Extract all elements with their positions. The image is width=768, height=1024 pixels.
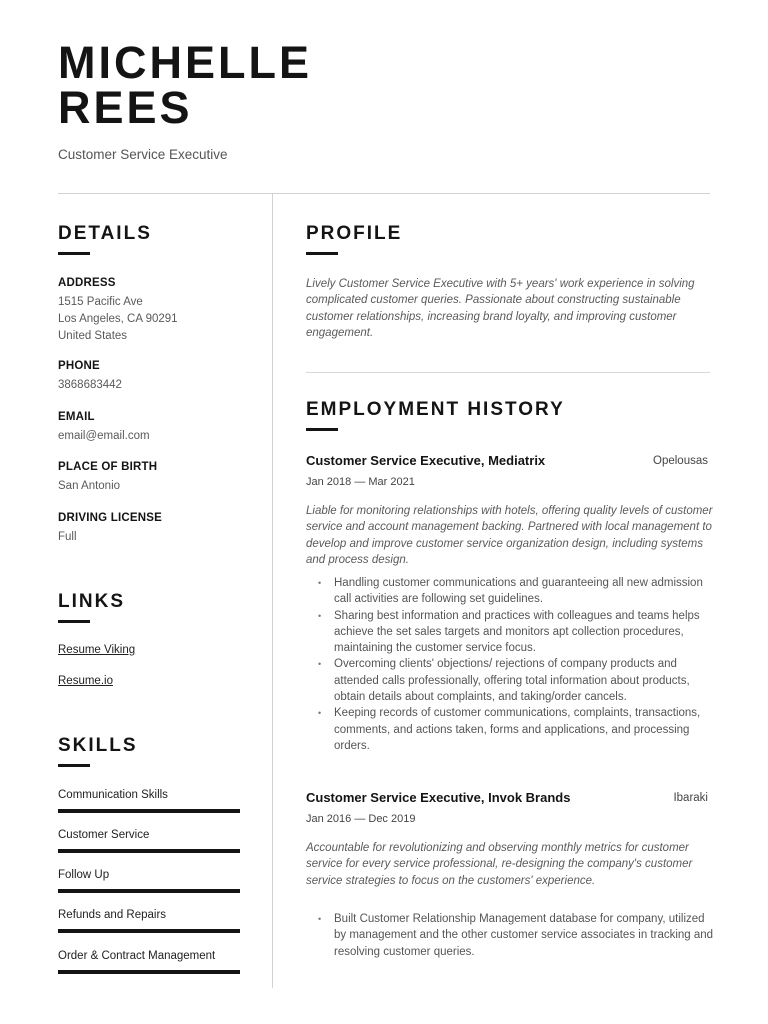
job-location: Opelousas [653, 455, 708, 467]
birth-value: San Antonio [58, 480, 121, 492]
job-bullet-list [318, 911, 714, 960]
profile-underline [306, 252, 338, 255]
skill-name: Order & Contract Management [58, 950, 216, 962]
list-item: • Overcoming clients' objections/ rejections of company products and attended calls professionally, offering total information about products, obtain details about complaints, and taking/order cancels. [318, 656, 714, 705]
phone-label: PHONE [58, 360, 100, 372]
skills-underline [58, 764, 90, 767]
link-resume-io[interactable]: Resume.io [58, 675, 113, 687]
email-label: EMAIL [58, 411, 95, 423]
name-line-first: MICHELLE [58, 37, 312, 88]
skill-name: Customer Service [58, 829, 150, 841]
skill-level-bar [58, 970, 240, 974]
address-line-3: United States [58, 330, 128, 342]
job-dates: Jan 2016 — Dec 2019 [306, 813, 416, 825]
skill-level-bar [58, 809, 240, 813]
profile-divider [306, 372, 710, 373]
profile-heading: PROFILE [306, 223, 403, 244]
list-item: • Keeping records of customer communications, complaints, transactions, comments, and actions taken, forms and applications, and processing orders. [318, 705, 714, 754]
skill-name: Refunds and Repairs [58, 909, 167, 921]
links-underline [58, 620, 90, 623]
header-divider [58, 193, 710, 194]
birth-label: PLACE OF BIRTH [58, 461, 158, 473]
list-item: • Sharing best information and practices with colleagues and teams helps achieve the set sales targets and monitors apt collection procedures, maintaining the customer service focus. [318, 608, 714, 657]
link-resume-viking[interactable]: Resume Viking [58, 644, 136, 656]
skill-name: Communication Skills [58, 789, 168, 801]
skill-level-bar [58, 929, 240, 933]
address-line-1: 1515 Pacific Ave [58, 296, 143, 308]
job-dates: Jan 2018 — Mar 2021 [306, 476, 415, 488]
employment-heading: EMPLOYMENT HISTORY [306, 399, 565, 420]
details-underline [58, 252, 90, 255]
job-title: Customer Service Executive, Mediatrix [306, 453, 546, 468]
list-item: • Built Customer Relationship Management database for company, utilized by management and the other customer service associates in tracking and resolving customer queries. [318, 911, 714, 960]
employment-underline [306, 428, 338, 431]
skill-level-bar [58, 849, 240, 853]
job-bullet-list [318, 575, 714, 754]
job-title: Customer Service Executive, Invok Brands [306, 790, 571, 805]
skills-heading: SKILLS [58, 735, 138, 756]
skill-name: Follow Up [58, 869, 110, 881]
address-label: ADDRESS [58, 277, 116, 289]
candidate-name [58, 37, 312, 133]
job-description: Accountable for revolutionizing and observing monthly metrics for customer service for every service professional, re-designing the company's customer service strategies to focus on the customers' experience. [306, 842, 693, 887]
name-line-last: REES [58, 82, 193, 133]
address-line-2: Los Angeles, CA 90291 [58, 313, 178, 325]
skill-level-bar [58, 889, 240, 893]
job-description: Liable for monitoring relationships with hotels, offering quality levels of customer service and account management backing. Partnered with local management to develop and improve customer service organization design, including systems and process design. [306, 505, 713, 566]
details-heading: DETAILS [58, 223, 152, 244]
license-value: Full [58, 531, 77, 543]
license-label: DRIVING LICENSE [58, 512, 162, 524]
profile-summary: Lively Customer Service Executive with 5+ years' work experience in solving complicated customer queries. Passionate about constructing sustainable customer relationships, increasing brand loyalty, and improving customer engagement. [306, 278, 695, 339]
column-divider [272, 194, 273, 988]
phone-value: 3868683442 [58, 379, 122, 391]
list-item: • Handling customer communications and guaranteeing all new admission call activities are following set guidelines. [318, 575, 714, 608]
job-location: Ibaraki [673, 792, 708, 804]
job-subtitle: Customer Service Executive [58, 147, 228, 162]
email-value: email@email.com [58, 430, 150, 442]
links-heading: LINKS [58, 591, 125, 612]
